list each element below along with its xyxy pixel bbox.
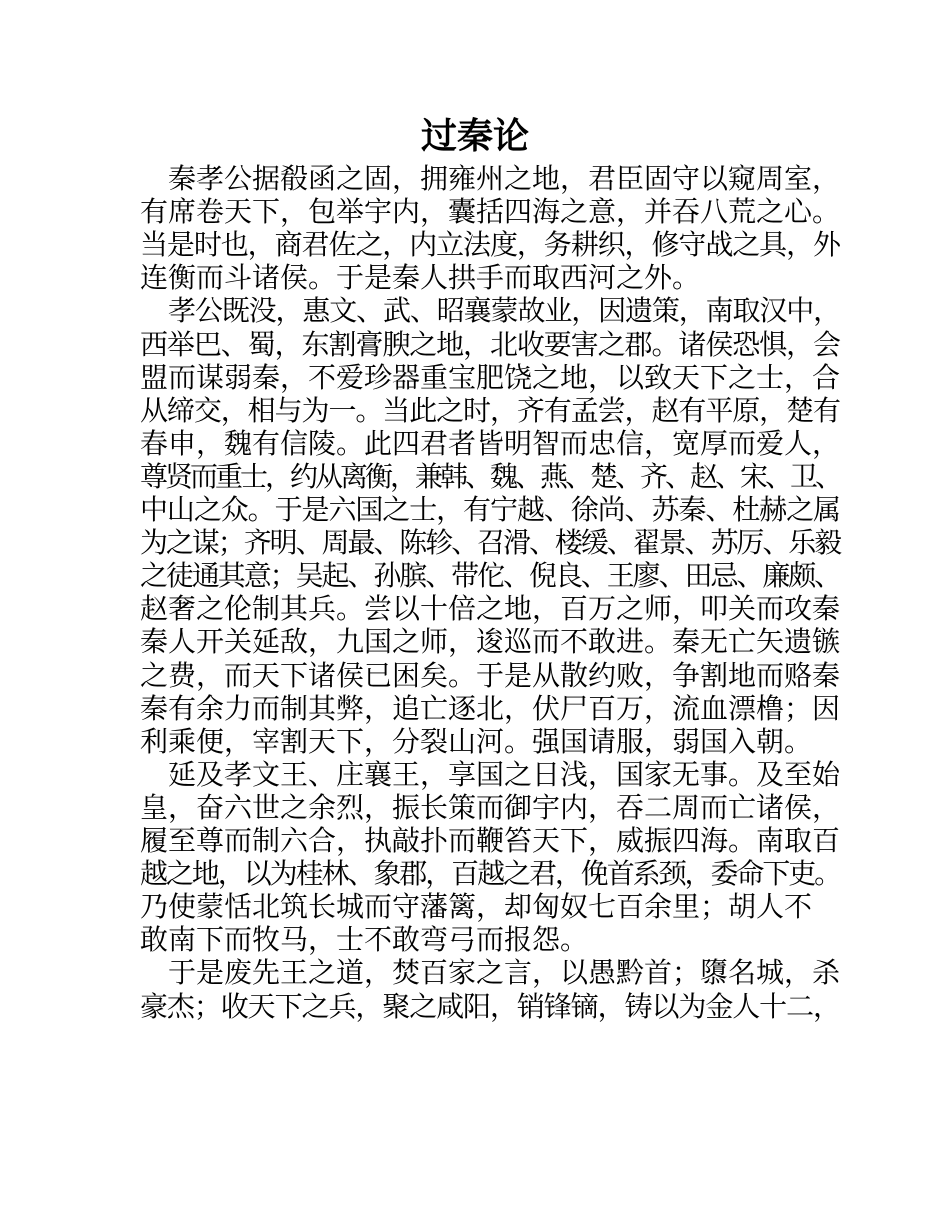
- text-line: 之徒通其意；吴起、孙膑、带佗、倪良、王廖、田忌、廉颇、: [140, 559, 841, 593]
- text-line: 为之谋；齐明、周最、陈轸、召滑、楼缓、翟景、苏厉、乐毅: [140, 526, 841, 560]
- text-line: 秦人开关延敌，九国之师，逡巡而不敢进。秦无亡矢遗镞: [140, 625, 841, 659]
- text-line: 尊贤而重士，约从离衡，兼韩、魏、燕、楚、齐、赵、宋、卫、: [140, 459, 841, 493]
- paragraph-first-line: 秦孝公据殽函之固，拥雍州之地，君臣固守以窥周室，: [168, 162, 841, 195]
- text-line: 皇，奋六世之余烈，振长策而御宇内，吞二周而亡诸侯，: [140, 790, 841, 824]
- text-line: 中山之众。于是六国之士，有宁越、徐尚、苏秦、杜赫之属: [140, 493, 840, 526]
- text-line: 从缔交，相与为一。当此之时，齐有孟尝，赵有平原，楚有: [140, 393, 840, 427]
- text-line: 利乘便，宰割天下，分裂山河。强国请服，弱国入朝。: [140, 724, 813, 758]
- text-line: 之费，而天下诸侯已困矣。于是从散约败，争割地而赂秦: [140, 658, 841, 692]
- text-line: 乃使蒙恬北筑长城而守藩篱，却匈奴七百余里；胡人不: [140, 890, 813, 924]
- paragraph-first-line: 延及孝文王、庄襄王，享国之日浅，国家无事。及至始: [168, 757, 841, 791]
- text-line: 当是时也，商君佐之，内立法度，务耕织，修守战之具，外: [140, 228, 840, 262]
- text-line: 春申，魏有信陵。此四君者皆明智而忠信，宽厚而爱人，: [140, 426, 841, 460]
- document-title: 过秦论: [420, 116, 529, 157]
- text-line: 赵奢之伦制其兵。尝以十倍之地，百万之师，叩关而攻秦: [140, 592, 841, 626]
- text-line: 敢南下而牧马，士不敢弯弓而报怨。: [140, 923, 589, 957]
- text-line: 西举巴、蜀，东割膏腴之地，北收要害之郡。诸侯恐惧，会: [140, 327, 840, 361]
- text-line: 豪杰；收天下之兵，聚之咸阳，销锋镝，铸以为金人十二，: [140, 989, 840, 1023]
- text-line: 连衡而斗诸侯。于是秦人拱手而取西河之外。: [140, 261, 701, 295]
- paragraph-first-line: 孝公既没，惠文、武、昭襄蒙故业，因遗策，南取汉中，: [168, 294, 841, 328]
- text-line: 履至尊而制六合，执敲扑而鞭笞天下，威振四海。南取百: [140, 824, 841, 857]
- text-line: 有席卷天下，包举宇内，囊括四海之意，并吞八荒之心。: [140, 195, 841, 229]
- text-line: 秦有余力而制其弊，追亡逐北，伏尸百万，流血漂橹；因: [140, 691, 841, 725]
- text-line: 越之地，以为桂林、象郡，百越之君，俛首系颈，委命下吏。: [140, 857, 841, 891]
- paragraph-first-line: 于是废先王之道，焚百家之言，以愚黔首；隳名城，杀: [168, 956, 841, 990]
- text-line: 盟而谋弱秦，不爱珍器重宝肥饶之地，以致天下之士，合: [140, 360, 841, 394]
